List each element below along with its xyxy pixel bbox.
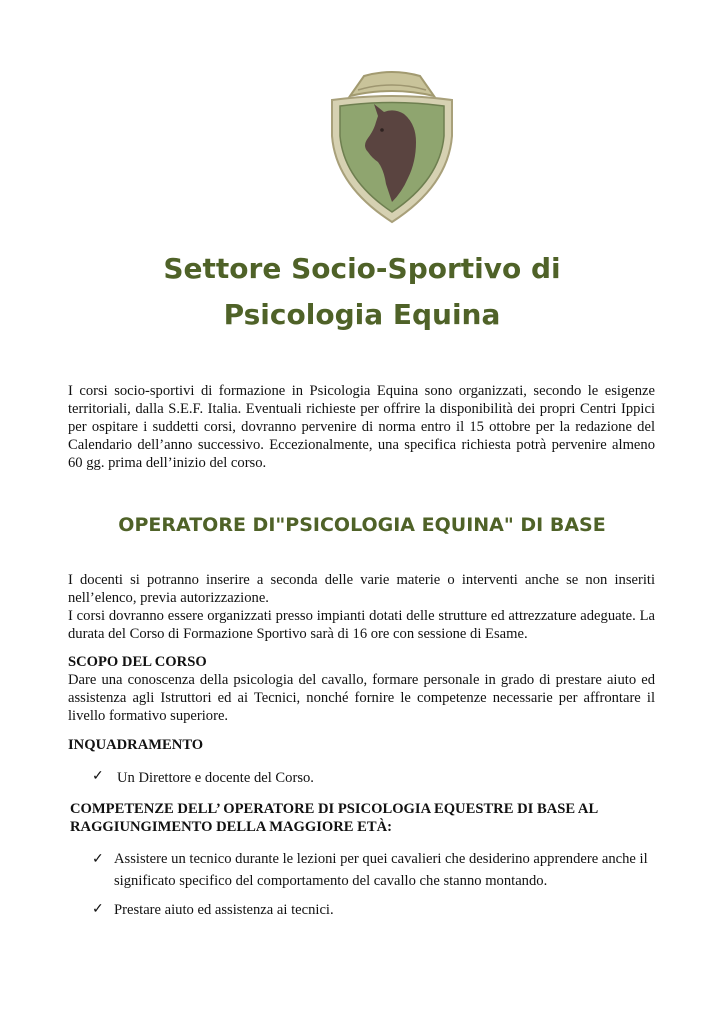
docenti-text-1: I docenti si potranno inserire a seconda delle varie materie o interventi anche se non inseriti nell’elenco, previa autorizzazione. [68,572,655,606]
checkmark-icon: ✓ [92,769,104,784]
checkmark-icon: ✓ [92,902,104,917]
section-title: OPERATORE DI"PSICOLOGIA EQUINA" DI BASE [118,514,606,536]
horse-shield-icon [328,66,456,226]
competenze-item: Prestare aiuto ed assistenza ai tecnici. [114,902,334,918]
intro-paragraph: I corsi socio-sportivi di formazione in Psicologia Equina sono organizzati, secondo le esigenze territoriali, dalla S.E.F. Italia. Eventuali richieste per offrire la disponibilità dei propri Centri Ippici per ospitare i suddetti corsi, dovranno pervenire di norma entro il 15 ottobre per la redazione del Calendario dell’anno successivo. Eccezionalmente, una specifica richiesta potrà pervenire almeno 60 gg. prima dell’inizio del corso. [68,383,655,471]
inquadramento-item: Un Direttore e docente del Corso. [117,770,314,786]
checkmark-icon: ✓ [92,852,104,867]
competenze-item: Assistere un tecnico durante le lezioni per quei cavalieri che desiderino apprendere anche il significato specifico del comportamento del cavallo che stanno montando. [114,851,648,889]
inquadramento-heading: INQUADRAMENTO [68,737,204,753]
competenze-heading: COMPETENZE DELL’ OPERATORE DI PSICOLOGIA EQUESTRE DI BASE AL RAGGIUNGIMENTO DELLA MAGGIORE ETÀ: [70,801,598,835]
scopo-heading: SCOPO DEL CORSO [68,654,207,670]
docenti-text-2: I corsi dovranno essere organizzati presso impianti dotati delle strutture ed attrezzature adeguate. La durata del Corso di Formazione Sportivo sarà di 16 ore con sessione di Esame. [68,608,655,642]
scopo-text: Dare una conoscenza della psicologia del cavallo, formare personale in grado di prestare aiuto ed assistenza agli Istruttori ed ai Tecnici, nonché fornire le competenze necessarie per affrontare il livello formativo superiore. [68,672,655,724]
docenti-paragraphs [68,571,655,643]
page-title [0,246,724,338]
title-line-1: Settore Socio-Sportivo di [163,252,561,285]
title-line-2: Psicologia Equina [223,298,501,331]
